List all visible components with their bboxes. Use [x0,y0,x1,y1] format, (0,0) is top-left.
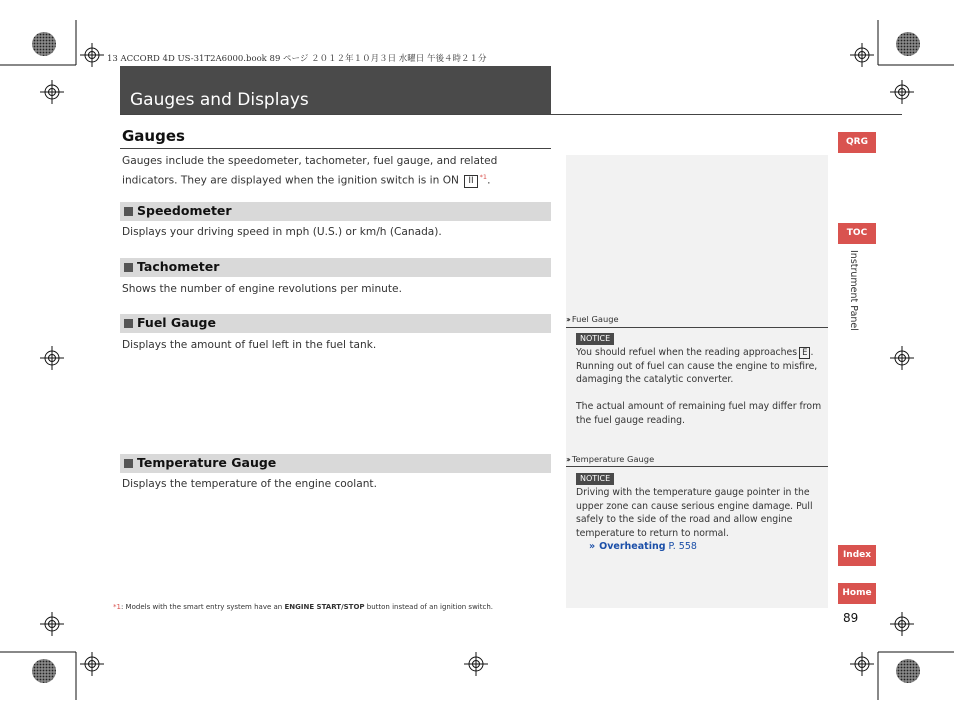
temperature-gauge-description: Displays the temperature of the engine coolant. [122,478,377,490]
overheating-link-page[interactable]: P. 558 [668,541,697,552]
link-arrow-icon: » [589,541,596,552]
fuel-notice-text-1: You should refuel when the reading approaches [576,347,798,358]
double-chevron-icon: ›› [566,314,569,324]
fuel-reading-note: The actual amount of remaining fuel may differ from the fuel gauge reading. [576,401,822,426]
fuel-note-heading-text: Fuel Gauge [571,314,619,324]
fuel-gauge-description: Displays the amount of fuel left in the fuel tank. [122,339,377,351]
notice-badge: NOTICE [576,333,614,345]
speedometer-description: Displays your driving speed in mph (U.S.) or km/h (Canada). [122,226,442,238]
empty-symbol: E [799,347,810,359]
notice-badge: NOTICE [576,473,614,485]
nav-tab-home[interactable]: Home [838,583,876,604]
nav-tab-index[interactable]: Index [838,545,876,566]
intro-text-end: . [487,174,491,187]
footnote-ref[interactable]: *1 [479,172,488,181]
print-header: 13 ACCORD 4D US-31T2A6000.book 89 ページ ２０１２年１０月３日 水曜日 午後４時２１分 [107,54,487,64]
footnote-text: : Models with the smart entry system have an [120,603,283,611]
chapter-label: Instrument Panel [848,250,859,331]
footnote-text-end: button instead of an ignition switch. [364,603,494,611]
page-title: Gauges and Displays [130,90,309,110]
temperature-notice-text: Driving with the temperature gauge pointer in the upper zone can cause serious engine damage. Pull safely to the side of the road and allow engine temperature to return to normal. [576,487,813,539]
nav-tab-qrg[interactable]: QRG [838,132,876,153]
ignition-on-symbol: II [464,175,477,188]
temperature-note-heading-text: Temperature Gauge [571,454,655,464]
double-chevron-icon: ›› [566,454,569,464]
subsection-title: Tachometer [137,259,220,274]
footnote-mark: *1 [113,603,121,611]
overheating-link-label[interactable]: Overheating [599,541,666,552]
subsection-title: Speedometer [137,203,232,218]
section-title: Gauges [122,127,185,145]
intro-text: Gauges include the speedometer, tachometer, fuel gauge, and related indicators. They are displayed when the ignition switch is in ON [122,155,498,187]
page-number: 89 [843,611,859,625]
footnote-bold: ENGINE START/STOP [284,603,365,611]
subsection-title: Temperature Gauge [137,455,277,470]
subsection-title: Fuel Gauge [137,315,216,330]
fuel-notice-text-2: . Running out of fuel can cause the engine to misfire, damaging the catalytic converter. [576,347,818,386]
nav-tab-toc[interactable]: TOC [838,223,876,244]
tachometer-description: Shows the number of engine revolutions per minute. [122,283,402,295]
